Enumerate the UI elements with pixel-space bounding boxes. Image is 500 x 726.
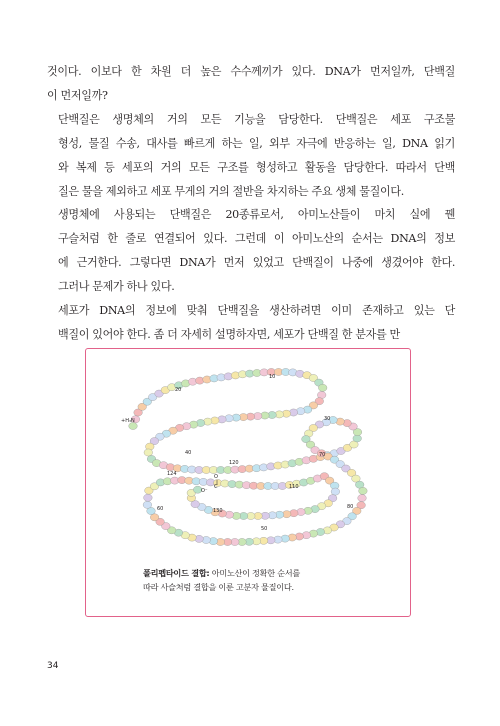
body-text <box>47 60 455 347</box>
amino-acid-bead <box>143 501 152 508</box>
paragraph <box>47 299 455 347</box>
chain-number-70: 70 <box>319 452 326 458</box>
figure-box <box>85 348 411 617</box>
text-line: 이 먼저일까? <box>47 88 108 102</box>
chain-number-130: 130 <box>213 508 223 514</box>
text-line: 질은 물을 제외하고 세포 무게의 거의 절반을 차지하는 주요 생체 물질이다. <box>58 184 404 198</box>
amino-acid-bead <box>150 514 159 521</box>
paragraph <box>47 108 455 204</box>
chain-start-label: +H₃N <box>121 418 135 424</box>
chain-number-120: 120 <box>229 460 239 466</box>
caption-line2: 따라 사슬처럼 결합을 이룬 고분자 물질이다. <box>143 582 294 592</box>
paragraph <box>47 203 455 299</box>
text-line: 와 복제 등 세포의 거의 모든 구조를 형성하고 활동을 담당한다. 따라서 단백 <box>58 160 455 174</box>
chain-number-50: 50 <box>261 526 268 532</box>
text-line: 구슬처럼 한 줄로 연결되어 있다. 그런데 이 아미노산의 순서는 DNA의 정보 <box>58 232 455 246</box>
paragraph <box>47 60 455 108</box>
chain-end-o-label: O <box>214 474 218 480</box>
chain-number-10: 10 <box>269 374 276 380</box>
amino-acid-bead <box>359 487 368 494</box>
chain-number-124: 124 <box>167 471 177 477</box>
amino-acid-bead <box>318 384 327 391</box>
chain-number-20: 20 <box>175 387 182 393</box>
text-line: 세포가 DNA의 정보에 맞춰 단백질을 생산하려면 이미 존재하고 있는 단 <box>58 304 455 318</box>
page-number: 34 <box>47 661 59 671</box>
text-line: 생명체에 사용되는 단백질은 20종류로서, 아미노산들이 마치 실에 꿴 <box>58 208 455 222</box>
amino-acid-bead <box>353 435 362 442</box>
text-line: 형성, 물질 수송, 대사를 빠르게 하는 일, 외부 자극에 반응하는 일, DNA 읽기 <box>58 136 455 150</box>
text-line: 단백질은 생명체의 거의 모든 기능을 담당한다. 단백질은 세포 구조물 <box>58 112 455 126</box>
chain-number-110: 110 <box>289 484 299 490</box>
chain-number-80: 80 <box>347 504 354 510</box>
amino-acid-bead <box>144 449 153 456</box>
caption-title: 폴리펩타이드 결합: <box>143 568 210 578</box>
text-line: 백질이 있어야 한다. 좀 더 자세히 설명하자면, 세포가 단백질 한 분자를 만 <box>58 327 400 341</box>
chain-number-60: 60 <box>157 506 164 512</box>
chain-number-30: 30 <box>324 416 331 422</box>
text-line: 그러나 문제가 하나 있다. <box>58 280 175 294</box>
caption-line1: 아미노산이 정확한 순서를 <box>209 568 301 578</box>
polypeptide-chain-illustration <box>119 360 379 565</box>
figure-caption <box>143 566 363 594</box>
chain-number-40: 40 <box>185 450 192 456</box>
chain-end-label: C <box>214 484 218 490</box>
chain-end-ominus-label: O⁻ <box>201 488 208 494</box>
text-line: 에 근거한다. 그렇다면 DNA가 먼저 있었고 단백질이 나중에 생겼어야 한다. <box>58 256 455 270</box>
amino-acid-bead <box>144 494 153 501</box>
text-line: 것이다. 이보다 한 차원 더 높은 수수께끼가 있다. DNA가 먼저일까, 단백질 <box>47 65 455 78</box>
amino-acid-bead <box>331 488 340 495</box>
amino-acid-bead <box>358 495 367 502</box>
